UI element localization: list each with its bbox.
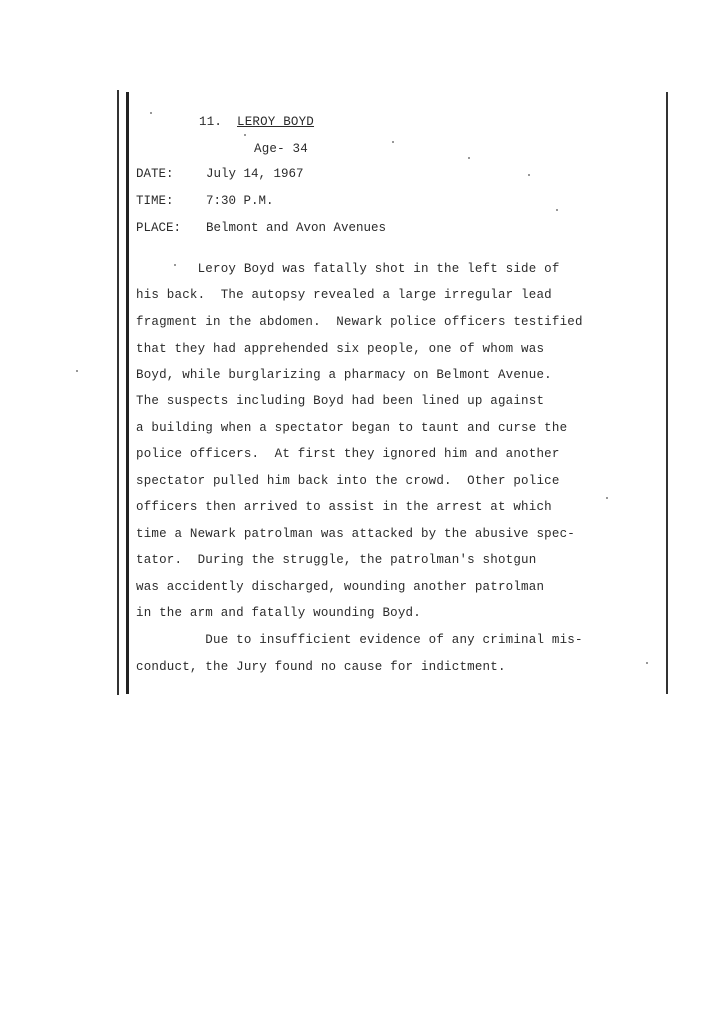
scan-speck [606, 497, 608, 499]
date-label: DATE: [136, 167, 174, 181]
scan-speck [468, 157, 470, 159]
body-line: in the arm and fatally wounding Boyd. [136, 606, 421, 620]
scan-speck [76, 370, 78, 372]
body-line: The suspects including Boyd had been lined up against [136, 394, 545, 408]
scan-speck [244, 134, 246, 136]
time-label: TIME: [136, 194, 174, 208]
body-line: time a Newark patrolman was attacked by the abusive spec- [136, 527, 575, 541]
body-line: that they had apprehended six people, one of whom was [136, 342, 545, 356]
time-value: 7:30 P.M. [206, 194, 274, 208]
body-line: was accidently discharged, wounding another patrolman [136, 580, 545, 594]
place-label: PLACE: [136, 221, 182, 235]
right-margin-rule [666, 92, 668, 694]
date-value: July 14, 1967 [206, 167, 304, 181]
body-line: tator. During the struggle, the patrolman's shotgun [136, 553, 537, 567]
scan-speck [556, 209, 558, 211]
scan-speck [150, 112, 152, 114]
record-number: 11. [199, 115, 223, 129]
scan-speck [528, 174, 530, 176]
body-line: Boyd, while burglarizing a pharmacy on Belmont Avenue. [136, 368, 552, 382]
body-line: Due to insufficient evidence of any criminal mis- [136, 633, 583, 647]
body-line: officers then arrived to assist in the arrest at which [136, 500, 552, 514]
scan-speck [646, 662, 648, 664]
place-value: Belmont and Avon Avenues [206, 221, 387, 235]
body-line: conduct, the Jury found no cause for indictment. [136, 660, 506, 674]
record-age: Age- 34 [254, 142, 308, 156]
body-line: fragment in the abdomen. Newark police officers testified [136, 315, 583, 329]
left-margin-rule [117, 90, 119, 695]
left-margin-rule-inner [126, 92, 129, 694]
body-line: spectator pulled him back into the crowd. Other police [136, 474, 560, 488]
body-line: a building when a spectator began to taunt and curse the [136, 421, 568, 435]
body-line: Leroy Boyd was fatally shot in the left side of [136, 262, 560, 276]
scan-speck [392, 141, 394, 143]
body-line: his back. The autopsy revealed a large irregular lead [136, 288, 552, 302]
body-line: police officers. At first they ignored him and another [136, 447, 560, 461]
record-name: LEROY BOYD [237, 115, 315, 129]
